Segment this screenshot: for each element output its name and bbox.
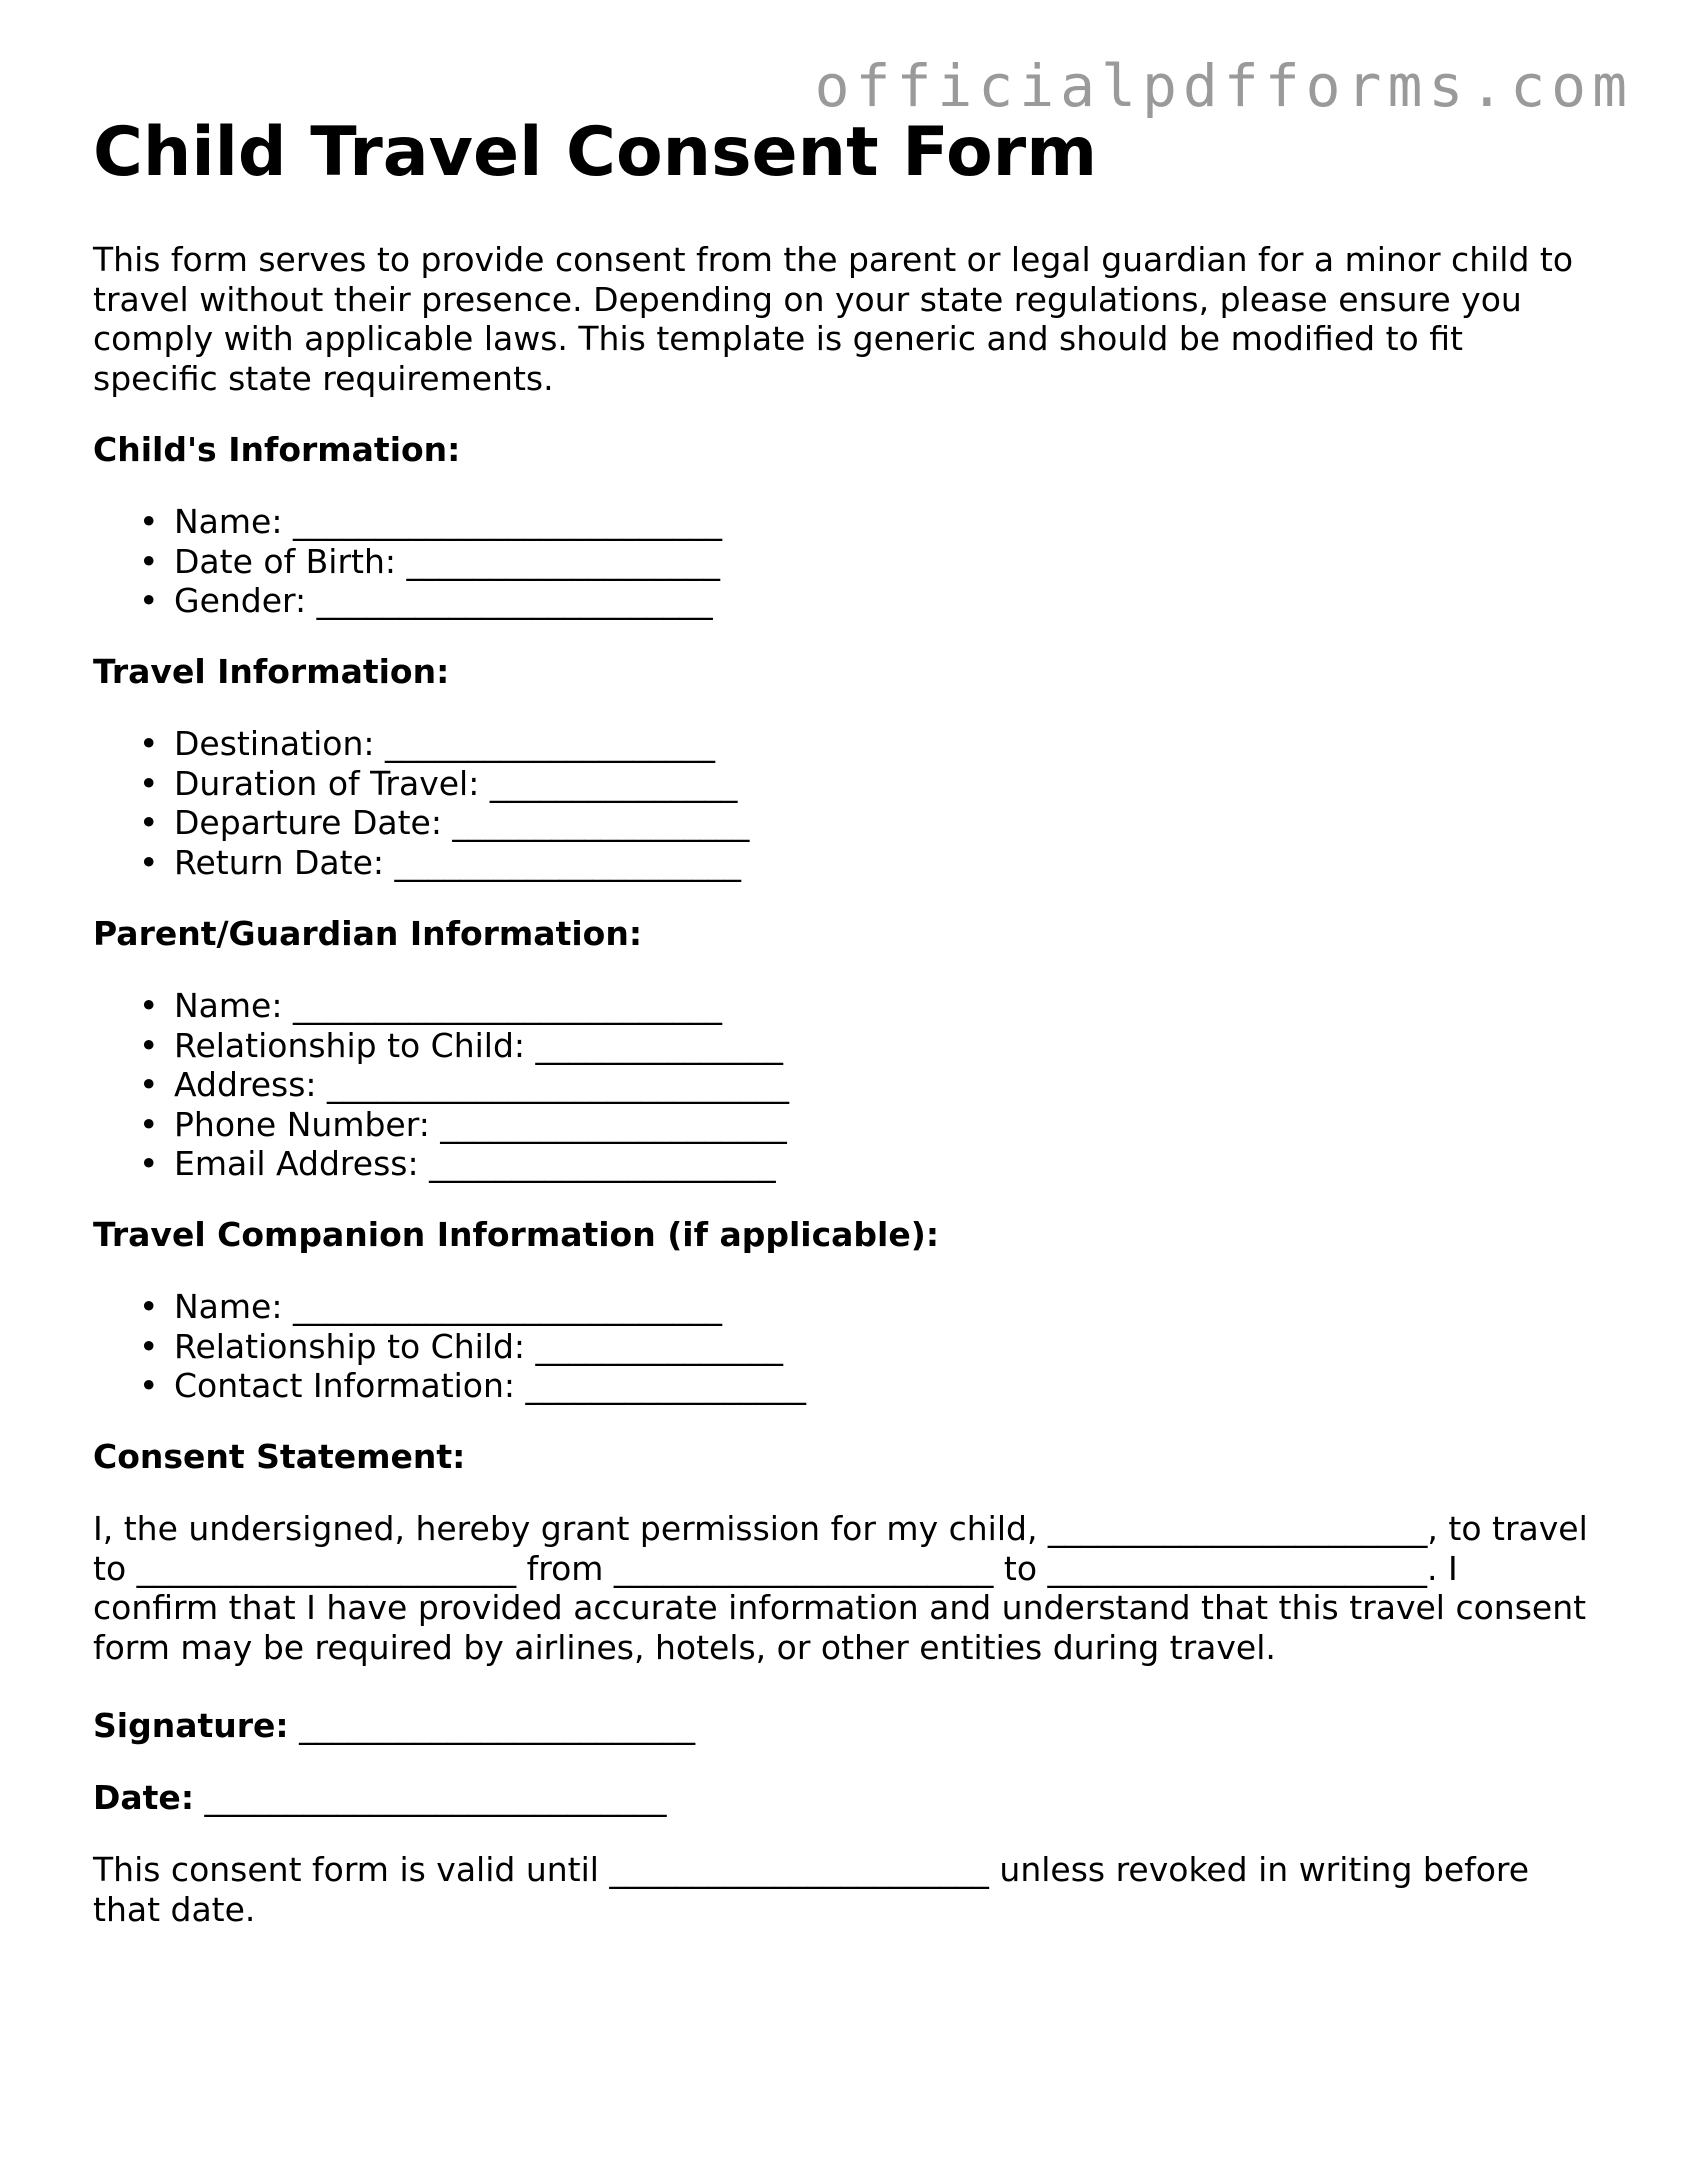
field-label: Duration of Travel: _______________	[174, 763, 738, 803]
watermark: officialpdfforms.com	[814, 52, 1633, 120]
bullet: •	[139, 842, 159, 882]
signature-blank: ________________________	[299, 1706, 696, 1745]
bullet: •	[139, 1326, 159, 1366]
field-label: Name: __________________________	[174, 1287, 722, 1326]
guardian-info-heading: Parent/Guardian Information:	[93, 914, 643, 953]
bullet: •	[139, 1025, 159, 1065]
bullet: •	[139, 541, 159, 581]
field-label: Name: __________________________	[174, 502, 722, 541]
date-line[interactable]	[93, 1778, 667, 1818]
field-label: Phone Number: _____________________	[174, 1104, 787, 1144]
return-date-field[interactable]	[93, 843, 749, 883]
consent-heading: Consent Statement:	[93, 1437, 466, 1476]
field-label: Email Address: _____________________	[174, 1144, 776, 1183]
travel-info-heading: Travel Information:	[93, 652, 450, 691]
bullet: •	[139, 1065, 159, 1104]
guardian-email-field[interactable]	[93, 1144, 789, 1184]
child-gender-field[interactable]	[93, 581, 722, 621]
field-label: Departure Date: __________________	[174, 803, 750, 842]
bullet: •	[139, 1104, 159, 1144]
duration-field[interactable]	[93, 764, 749, 804]
field-label: Name: __________________________	[174, 986, 722, 1025]
bullet: •	[139, 803, 159, 842]
child-info-list	[93, 502, 722, 621]
destination-field[interactable]	[93, 724, 749, 764]
bullet: •	[139, 724, 159, 763]
bullet: •	[139, 581, 159, 620]
signature-label: Signature:	[93, 1706, 289, 1745]
companion-name-field[interactable]	[93, 1287, 806, 1327]
guardian-relationship-field[interactable]	[93, 1026, 789, 1066]
intro-paragraph: This form serves to provide consent from the parent or legal guardian for a minor child to travel without their presence. Depending on your state regulations, please ensure you comply with applicable laws. This template is generic and should be modified to fit specific state requirements.	[93, 240, 1574, 398]
bullet: •	[139, 1287, 159, 1326]
child-dob-field[interactable]	[93, 542, 722, 582]
guardian-name-field[interactable]	[93, 986, 789, 1026]
field-label: Address: ____________________________	[174, 1065, 790, 1104]
form-title: Child Travel Consent Form	[93, 113, 1098, 192]
field-label: Date of Birth: ___________________	[174, 541, 720, 581]
field-label: Destination: ____________________	[174, 724, 715, 763]
bullet: •	[139, 1366, 159, 1405]
guardian-info-list	[93, 986, 789, 1184]
date-blank: ____________________________	[204, 1778, 667, 1817]
field-label: Contact Information: _________________	[174, 1366, 807, 1405]
companion-contact-field[interactable]	[93, 1366, 806, 1406]
validity-statement: This consent form is valid until _______________________ unless revoked in writing before that date.	[93, 1850, 1530, 1929]
companion-info-list	[93, 1287, 806, 1406]
companion-relationship-field[interactable]	[93, 1327, 806, 1367]
date-label: Date:	[93, 1778, 195, 1817]
signature-line[interactable]	[93, 1706, 695, 1746]
bullet: •	[139, 763, 159, 803]
child-name-field[interactable]	[93, 502, 722, 542]
companion-info-heading: Travel Companion Information (if applicable):	[93, 1215, 940, 1254]
consent-statement: I, the undersigned, hereby grant permission for my child, _______________________, to travel to _______________________ from _______________________ to _______________________. I confirm that I have provided accurate information and understand that this travel consent form may be required by airlines, hotels, or other entities during travel.	[93, 1509, 1588, 1667]
travel-info-list	[93, 724, 749, 882]
field-label: Relationship to Child: _______________	[174, 1025, 784, 1065]
guardian-address-field[interactable]	[93, 1065, 789, 1105]
bullet: •	[139, 986, 159, 1025]
bullet: •	[139, 502, 159, 541]
departure-date-field[interactable]	[93, 803, 749, 843]
field-label: Return Date: _____________________	[174, 842, 741, 882]
child-info-heading: Child's Information:	[93, 430, 461, 469]
bullet: •	[139, 1144, 159, 1183]
guardian-phone-field[interactable]	[93, 1105, 789, 1145]
field-label: Relationship to Child: _______________	[174, 1326, 784, 1366]
field-label: Gender: ________________________	[174, 581, 713, 620]
